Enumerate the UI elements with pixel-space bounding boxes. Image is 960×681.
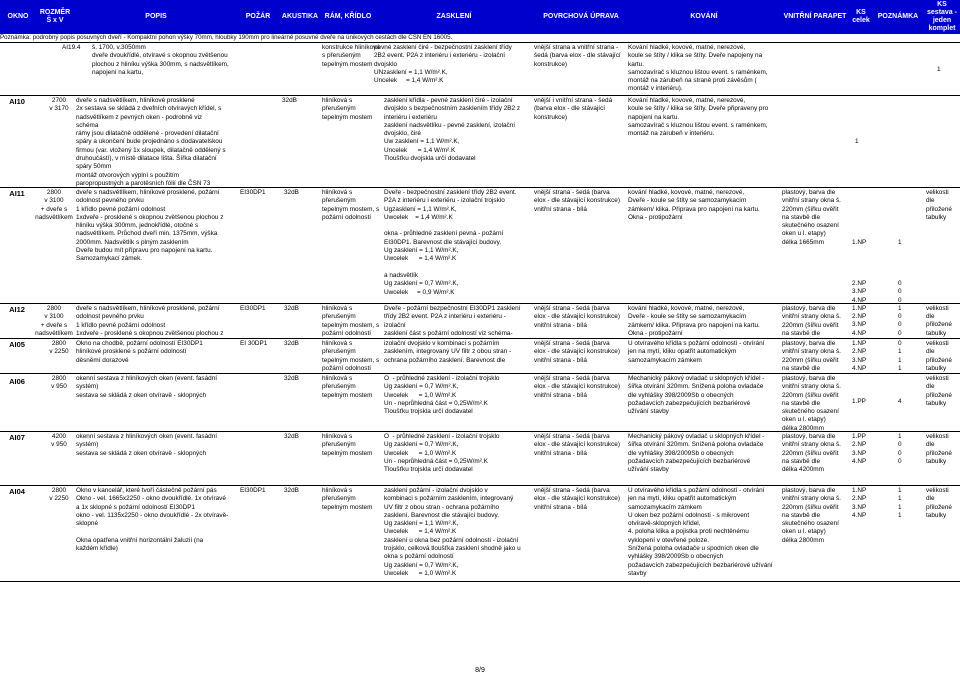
row-komplet: velikosti dle přiložené tabulky <box>926 189 952 221</box>
row-komplet: velikosti dle přiložené tabulky <box>926 487 952 519</box>
row-zaskleni: Dveře - bezpečnostní zasklení třídy 2B2 event. P2A z interiéru i exteriéru - izolační trojsklo Ugzasklení = 1,1 W/m².K, Uwcelek = 1,4 W/m².K okna - průhledné zasklení pevná - požární EI30DP1. Barevnost dle stávající budovy. Ug zasklení = 1,1 W/m².K, Uwcelek = 1,4 W/m².K a nadsvětlík Ug zasklení = 0,7 W/m².K, Uwcelek = 0,9 W/m².K <box>384 189 517 296</box>
row-ks: 1.PP 2.NP 3.NP 4.NP <box>852 433 867 465</box>
row-povrch: vnější strana - šedá (barva elox - dle stávající konstrukce) vnitřní strana - bílá <box>534 305 620 329</box>
row-zaskleni: pevné zasklení čiré - bezpečnostní zasklení třídy 2B2 event. P2A z interiéru i exteriéru - izolační dvojsklo UNzasklení = 1,1 W/m².K, Uncelek = 1,4 W/m².K <box>374 44 512 85</box>
row-ks: 1.NP 2.NP 3.NP 4.NP <box>852 340 867 372</box>
row-divider <box>0 95 960 96</box>
row-ram: hliníková s přerušeným tepelným mostem <box>322 433 373 457</box>
row-akustika: 32dB <box>284 433 299 440</box>
row-akustika: 32dB <box>282 97 297 104</box>
row-okno: AI05 <box>9 340 25 349</box>
row-ram: hliníková s přerušeným tepelným mostem <box>322 487 373 511</box>
header-okno: OKNO <box>7 12 29 20</box>
row-povrch: vnější strana - šedá (barva elox - dle stávající konstrukce) vnitřní strana - bílá <box>534 375 620 399</box>
row-divider <box>0 338 960 339</box>
table-note: Poznámka: podrobný popis posuvných dveří - Kompaktní pohon výšky 70mm, hloubky 190mm pro lineárně posuvné dveře na únikových cestách dle ČSN EN 16005. <box>0 34 453 41</box>
row-poznamka: 1 1 1 1 <box>898 487 902 519</box>
header-popis: POPIS <box>145 12 167 20</box>
row-povrch: vnější strana a vnitřní strana - šedá (barva elox - dle stávající konstrukce) <box>534 44 621 68</box>
row-rozmer: 2800 v 3100 + dveře s nadsvětlíkem <box>35 305 73 337</box>
row-poznamka: 1 0 0 0 <box>898 433 902 465</box>
row-rozmer: 2800 v 950 <box>51 375 67 391</box>
row-povrch: vnější i vnitřní strana - šedá (barva elox - dle stávající konstrukce) <box>534 97 613 121</box>
row-divider <box>0 42 960 43</box>
row-kovani: Mechanický pákový ovladač u sklopných křídel - šířka otvírání 320mm. Snížená poloha ovladače dle vyhlášky 398/2009Sb o obecných požadavcích zabezpečujících bezbariérové užívání stavby <box>628 433 765 474</box>
row-ram: hliníková s přerušeným tepelným mostem, s požární odolností <box>322 340 380 372</box>
header-kovani: KOVÁNÍ <box>690 12 718 20</box>
header-akustika: AKUSTIKA <box>281 12 319 20</box>
row-popis: Okno na chodbě, požární odolností EI30DP1 hliníkové prosklené s požární odolností děsněmí dorazové <box>76 340 203 364</box>
row-divider <box>0 485 960 486</box>
row-popis: dveře s nadsvětlíkem, hliníkové prosklené, požární odolnost pevného prvku 1 křídlo pevné požární odolnost 1xdveře - prosklené s okopnou zvětšenou plochou z <box>76 305 224 337</box>
row-povrch: vnější strana - šedá (barva elox - dle stávající konstrukce) vnitřní strana - bílá <box>534 433 620 457</box>
row-ks: 1 <box>855 138 859 145</box>
row-ram: hliníková s přerušeným tepelným mostem <box>322 97 373 121</box>
row-popis: dveře s nadsvětlíkem, hliníkové prosklené, požární odolnost pevného prvku 1 křídlo pevné požární odolnost 1xdveře - prosklené s okopnou zvětšenou plochou z hliníku výška 300mm, jednokřídlé, otočné s nadsvětlíkem. Průchod dveří min. 1375mm, výška 2000mm. Nadsvětlík s plným zasklením Dveře budou mít přípravu pro napojení na kartu. Samozamykací zámek. <box>76 189 224 263</box>
table-header <box>0 0 960 34</box>
row-poznamka: 4 <box>898 398 902 405</box>
row-okno: AI11 <box>9 189 25 198</box>
row-zaskleni: izolační dvojsklo v kombinaci s požárním zasklením, integrovaný UV filtr z obou stran - ochrana požárního zasklení. Barevnost dle <box>384 340 512 364</box>
header-povrch: POVRCHOVÁ ÚPRAVA <box>543 12 619 20</box>
header-ram: RÁM, KŘÍDLO <box>324 12 372 20</box>
page-number: 8/9 <box>475 667 485 674</box>
header-pozar: POŽÁR <box>245 12 271 20</box>
row-pozar: EI30DP1 <box>240 189 266 196</box>
row-popis: okenní sestava z hliníkových oken (event. fasádní systém) sestava se skládá z oken otvíravě - sklopných <box>76 433 218 457</box>
row-akustika: 32dB <box>284 305 299 312</box>
row-komplet: velikosti dle přiložené tabulky <box>926 433 952 465</box>
row-parapet: plastový, barva dle vnitřní strany okna š. 220mm (šířku ověřit na stavbě dle skutečného osazení oken u l. etapy) délka 2800mm <box>782 375 841 432</box>
header-ks: KS celek <box>852 8 870 24</box>
row-ram: konstrukce hliníková s přerušeným tepelným mostem <box>322 44 380 68</box>
row-poznamka: 0 1 1 1 <box>898 340 902 372</box>
row-zaskleni: zasklení křídla - pevné zasklení čiré - izolační dvojsklo s bezpečnostním zasklením třídy 2B2 z interiéru i exteriéru zasklení nadsvětlíku - pevné zasklení, izolační dvojsklo, čiré Uw zasklení = 1,1 W/m².K, Uncelek = 1,4 W/m².K Tloušťku dvojskla určí dodavatel <box>384 97 521 163</box>
row-povrch: vnější strana - šedá (barva elox - dle stávající konstrukce) vnitřní strana - bílá <box>534 340 620 364</box>
row-kovani: Mechanický pákový ovladač u sklopných křídel - šířka otvírání 320mm. Snížená poloha ovladače dle vyhlášky 398/2009Sb o obecných požadavcích zabezpečujících bezbariérové užívání stavby <box>628 375 765 416</box>
row-ks: 2.NP 3.NP 4.NP 1.NP 2.NP 3.NP 4.NP <box>852 280 867 337</box>
row-divider <box>0 373 960 374</box>
row-parapet: plastový, barva dle vnitřní strany okna š. 220mm (šířku ověřit na stavbě dle <box>782 305 841 337</box>
row-rozmer: 2700 v 3170 <box>49 97 69 113</box>
row-pozar: EI30DP1 <box>240 305 266 312</box>
row-divider <box>0 303 960 304</box>
header-poznamka: POZNÁMKA <box>877 12 919 20</box>
row-okno: AI19.4 <box>62 44 81 51</box>
row-zaskleni: O - průhledné zasklení - izolační trojsklo Ug zasklení = 0,7 W/m².K, Uwcelek = 1,0 W/m².K Un - neprůhledná část = 0,25W/m².K Tloušťku trojskla určí dodavatel <box>384 433 500 474</box>
row-povrch: vnější strana - šedá (barva elox - dle stávající konstrukce) vnitřní strana - bílá <box>534 487 620 511</box>
row-poznamka: 0 0 0 1 0 0 0 <box>898 280 902 337</box>
row-rozmer: 4200 v 950 <box>51 433 67 449</box>
row-rozmer: 2800 v 3100 + dveře s nadsvětlíkem <box>35 189 73 221</box>
row-akustika: 32dB <box>284 487 299 494</box>
row-parapet: plastový, barva dle vnitřní strany okna š. 220mm (šířku ověřit na stavbě dle skutečného osazení oken u l. etapy) délka 2800mm <box>782 487 841 544</box>
row-parapet: plastový, barva dle vnitřní strany okna š. 220mm (šířku ověřit na stavbě dle skutečného osazení oken u l. etapy) délka 1665mm <box>782 189 841 246</box>
header-komplet: KS sestava - jeden komplet <box>927 0 957 33</box>
row-komplet: 1 <box>937 66 941 73</box>
row-okno: AI12 <box>9 305 25 314</box>
row-ram: hliníková s přerušeným tepelným mostem <box>322 375 373 399</box>
row-akustika: 32dB <box>284 189 299 196</box>
row-divider <box>0 187 960 188</box>
row-pozar: EI 30DP1 <box>240 340 268 347</box>
row-zaskleni: Dveře - požární bezpečnostní EI30DP1 zasklení třídy 2B2 event. P2A z interiéru i exteriéru - izolační zasklení část s požární odolností viz schéma- <box>384 305 521 337</box>
row-komplet: velikosti dle přiložené tabulky <box>926 304 952 337</box>
row-kovani: kování hladké, kovové, matné, nerezové, Dveře - koule se štíty se samozamykacím zámkem/ klika. Připrava pro napojení na kartu. Okna - protipožární <box>628 189 760 221</box>
row-ram: hliníková s přerušeným tepelným mostem, s požární odolností <box>322 305 380 337</box>
row-popis: okenní sestava z hliníkových oken (event. fasádní systém) sestava se skládá z oken otvíravě - sklopných <box>76 375 218 399</box>
row-kovani: Kování hladké, kovové, matné, nerezové, koule se štíty / klika se štíty. Dveře napojeny na kartu. samozavírač s kluznou lištou event. s raménkem, montáž na zárubeň na straně proti závěsům ( montáž v interiéru). <box>628 44 768 93</box>
row-okno: AI04 <box>9 487 25 496</box>
row-poznamka: 1 <box>898 239 902 246</box>
row-popis: Okno v kancelář, které tvoří částečně požární pás Okno - vel. 1665x2250 - okno dvoukřídlé. 1x otvíravé a 1x sklopné s požární odolností EI30DP1 okno - vel. 1135x2250 - okno dvoukřídlé - 2x otvíravě- sklopné Okna opatřena vnitřní horizontální žaluzií (na každém křídle) <box>76 487 229 553</box>
row-kovani: U otvíravého křídla s požární odolností - otvírání jen na mytí, kliku opatřit automatickým samozamykacím zámkem <box>628 340 765 364</box>
row-akustika: 32dB <box>284 375 299 382</box>
row-ks: 1.PP <box>852 398 866 405</box>
row-rozmer: 2800 v 2250 <box>49 340 69 356</box>
row-kovani: Kování hladké, kovové, matné, nerezové, koule se štíty / klika se štíty. Dveře připraveny pro napojení na kartu. samozavírač s kluznou lištou event. s raménkem, montáž na zárubeň v interiéru. <box>628 97 769 138</box>
row-divider <box>0 581 960 582</box>
row-komplet: velikosti dle přiložené tabulky <box>926 375 952 407</box>
row-kovani: U otvíravého křídla s požární odolností - otvírání jen na mytí, kliku opatřit automatickým samozamykacím zámkem U oken bez požární odolnosti - s mikrovent otvíravě-sklopných křídel, 4. poloha klika a pojistka proti nechtěnému vyklopení v otevřené poloze. Snížená poloha ovladače u spodních oken dle vyhlášky 398/2009Sb o obecných požadavcích zabezpečujících bezbariérové užívání stavby <box>628 487 773 577</box>
row-komplet: velikosti dle přiložené tabulky <box>926 340 952 372</box>
row-akustika: 32dB <box>284 340 299 347</box>
row-ram: hliníková s přerušeným tepelným mostem, s požární odolností <box>322 189 380 221</box>
row-povrch: vnější strana - šedá (barva elox - dle stávající konstrukce) vnitřní strana - bílá <box>534 189 620 213</box>
row-ks: 1.NP <box>852 239 867 246</box>
row-okno: AI06 <box>9 377 25 386</box>
row-kovani: kování hladké, kovové, matné, nerezové, Dveře - koule se štíty se samozamykacím zámkem/ klika. Připrava pro napojení na kartu. Okna - protipožární <box>628 305 760 337</box>
header-zaskleni: ZASKLENÍ <box>436 12 472 20</box>
row-zaskleni: O - průhledné zasklení - izolační trojsklo Ug zasklení = 0,7 W/m².K, Uwcelek = 1,0 W/m².K Un - neprůhledná část = 0,25W/m².K Tloušťku trojskla určí dodavatel <box>384 375 500 416</box>
row-zaskleni: zasklení požární - izolační dvojsklo v kombinaci s požárním zasklením, integrovaný UV filtr z obou stran - ochrana požárního zasklení. Barevnost dle stávající budovy. Ug zasklení = 1,1 W/m².K, Uwcelek = 1,4 W/m².K zasklení u okna bez požární odolnosti - izolační trojsklo, celková tloušťka zasklení shodně jako u okna s požární odolností Ug zasklení = 0,7 W/m².K, Uwcelek = 1,0 W/m².K <box>384 487 521 577</box>
row-okno: AI07 <box>9 433 25 442</box>
row-parapet: plastový, barva dle vnitřní strany okna š. 220mm (šířku ověřit na stavbě dle <box>782 340 841 372</box>
row-pozar: EI30DP1 <box>240 487 266 494</box>
row-divider <box>0 431 960 432</box>
row-okno: AI10 <box>9 97 25 106</box>
row-popis: dveře s nadsvětlíkem, hliníkové prosklené 2x sestava se skládá z dvefních otvíravých křídel, s nadsvětlíkem z pevných oken - podrobně viz schéma rámy jsou dilatačně oddělené - provedení dilatační spáry a ukončení bude projednáno s dodavatelskou firmou (var. vložený 1x sloupek, dilatačně oddělený s druhoučástí), v místě dilatace lišta. Šířka dilatační spáry 50mm montáž otvorových výplní s použitím paropropustných a parotěsních fólií dle ČSN 73 <box>76 97 226 187</box>
header-rozmer: ROZMĚR Š x V <box>39 8 71 24</box>
row-popis: š. 1700, v.3050mm dveře dvoukřídlé, otvíravé s okopnou zvětšenou plochou z hliníku výška 300mm, s nadsvětlíkem, napojení na kartu, <box>92 44 229 76</box>
row-rozmer: 2800 v 2250 <box>49 487 69 503</box>
row-ks: 1.NP 2.NP 3.NP 4.NP <box>852 487 867 519</box>
header-parapet: VNITŘNÍ PARAPET <box>783 12 847 20</box>
row-parapet: plastový, barva dle vnitřní strany okna š. 220mm (šířku ověřit na stavbě dle délka 4200mm <box>782 433 841 474</box>
